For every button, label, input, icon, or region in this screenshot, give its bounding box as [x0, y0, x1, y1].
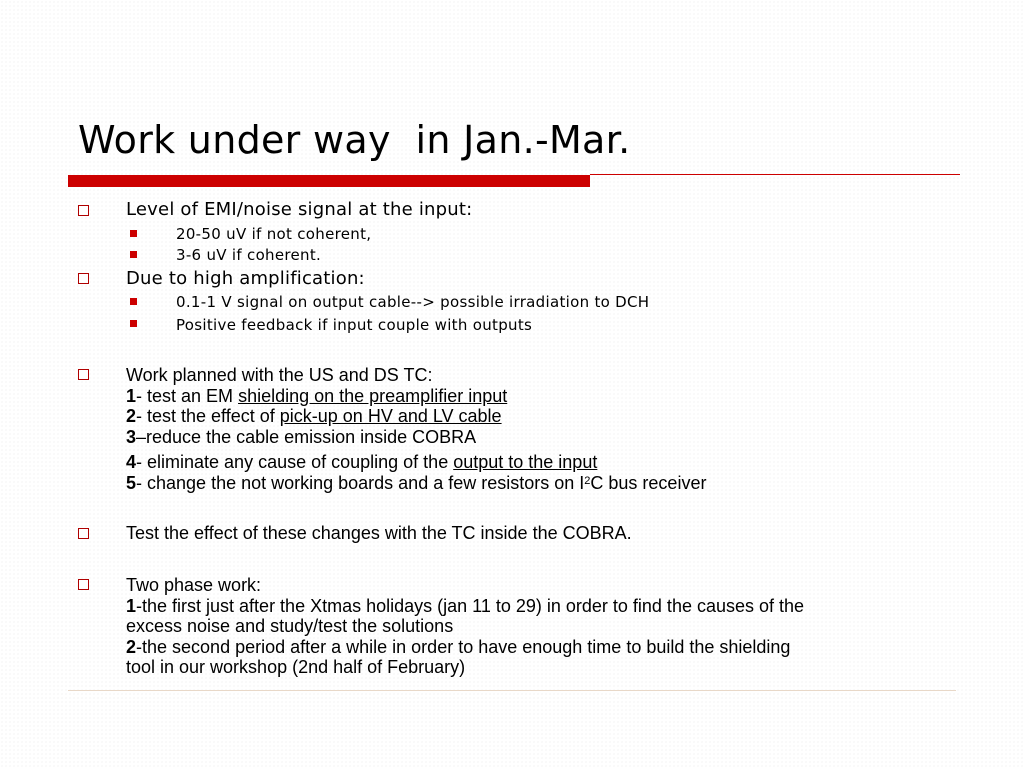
slide-title: Work under way in Jan.-Mar.	[78, 118, 631, 162]
underlined-text: pick-up on HV and LV cable	[279, 406, 502, 426]
title-underline-bar	[68, 175, 590, 187]
sub-bullet-text: 0.1-1 V signal on output cable--> possible irradiation to DCH	[176, 293, 650, 311]
filled-square-bullet-icon	[130, 298, 137, 305]
superscript: 2	[584, 474, 591, 487]
bullet-emi-text: Level of EMI/noise signal at the input:	[126, 199, 473, 220]
work-plan-heading: Work planned with the US and DS TC:	[126, 365, 433, 385]
item-text: C bus receiver	[590, 472, 707, 493]
two-phase-block	[126, 575, 804, 678]
item-text: - test the effect of	[136, 406, 280, 426]
item-number: 2	[126, 406, 137, 426]
phase-2-line-2: tool in our workshop (2nd half of February)	[126, 657, 466, 677]
item-number: 1	[126, 385, 137, 406]
work-plan-block-2	[126, 452, 706, 493]
bullet-test-text: Test the effect of these changes with the TC inside the COBRA.	[126, 523, 632, 543]
bullet-amp-text: Due to high amplification:	[126, 268, 365, 289]
hollow-square-bullet-icon	[78, 528, 89, 539]
item-number: 4	[126, 452, 137, 472]
item-text: - eliminate any cause of coupling of the	[136, 452, 454, 472]
filled-square-bullet-icon	[130, 320, 137, 327]
item-text: -the second period after a while in order to have enough time to build the shielding	[136, 636, 791, 657]
filled-square-bullet-icon	[130, 230, 137, 237]
item-number: 3	[126, 426, 137, 447]
hollow-square-bullet-icon	[78, 273, 89, 284]
item-number: 2	[126, 636, 137, 657]
sub-bullet-text: 20-50 uV if not coherent,	[176, 225, 372, 243]
filled-square-bullet-icon	[130, 251, 137, 258]
phase-2-line	[126, 637, 804, 658]
footer-rule	[68, 690, 956, 691]
title-underline-rule	[590, 174, 960, 175]
sub-bullet-text: 3-6 uV if coherent.	[176, 246, 322, 264]
work-item-3	[126, 427, 507, 448]
work-item-2	[126, 406, 507, 427]
hollow-square-bullet-icon	[78, 369, 89, 380]
item-text: - test an EM	[136, 385, 239, 406]
item-number: 5	[126, 472, 137, 493]
sub-bullet-text: Positive feedback if input couple with outputs	[176, 316, 533, 334]
underlined-text: output to the input	[453, 452, 598, 472]
hollow-square-bullet-icon	[78, 579, 89, 590]
work-plan-block	[126, 365, 507, 447]
phase-1-line	[126, 596, 804, 617]
phase-1-line-2: excess noise and study/test the solutions	[126, 616, 454, 636]
work-item-1	[126, 386, 507, 407]
work-item-5	[126, 473, 706, 494]
item-text: - change the not working boards and a few resistors on I	[136, 472, 585, 493]
item-number: 1	[126, 595, 137, 616]
work-item-4	[126, 452, 706, 473]
item-text: –reduce the cable emission inside COBRA	[136, 426, 477, 447]
hollow-square-bullet-icon	[78, 205, 89, 216]
item-text: -the first just after the Xtmas holidays (jan 11 to 29) in order to find the causes of the	[136, 595, 805, 616]
underlined-text: shielding on the preamplifier input	[238, 385, 508, 406]
two-phase-heading: Two phase work:	[126, 575, 262, 595]
